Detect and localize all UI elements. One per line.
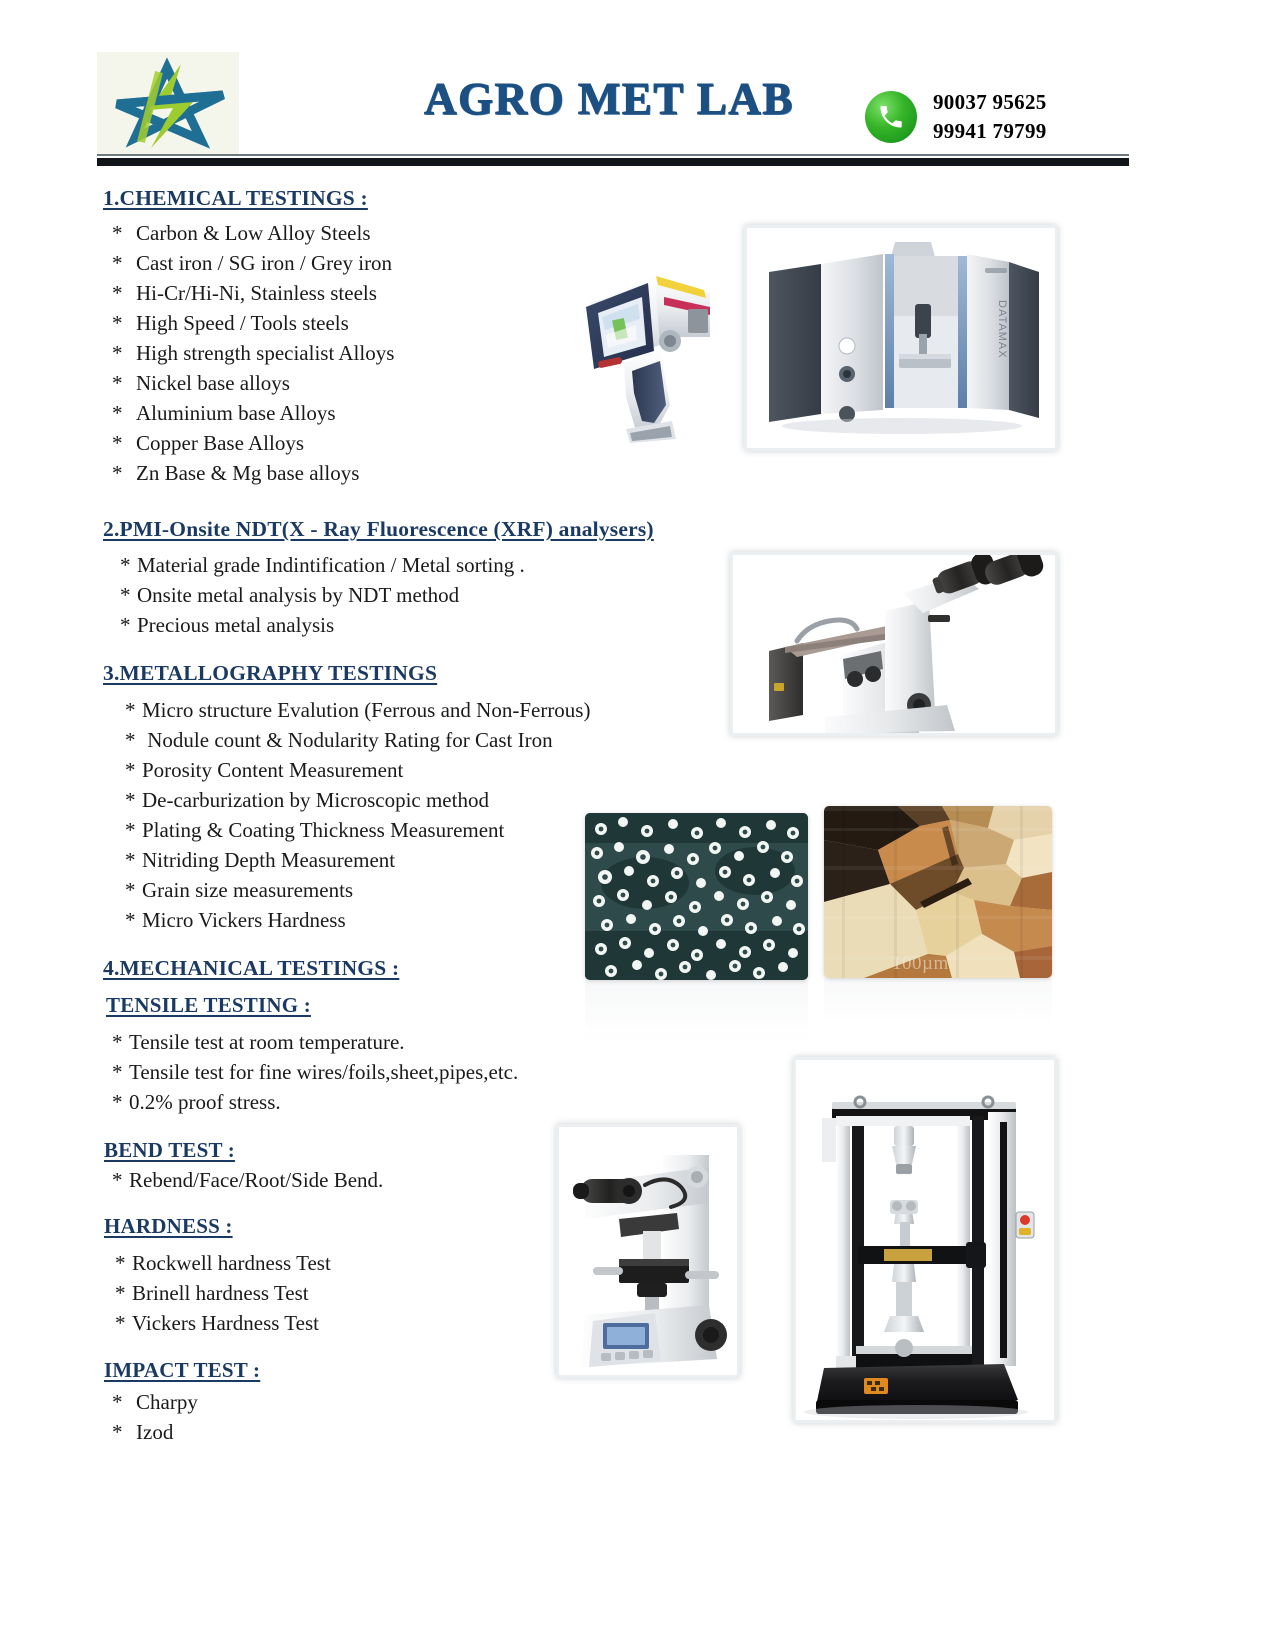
list-item <box>112 308 394 338</box>
list-tensile-testing <box>112 1027 518 1117</box>
page-header <box>97 52 1129 160</box>
list-item-label: Charpy <box>136 1390 198 1414</box>
brand-title: AGRO MET LAB <box>424 74 794 124</box>
heading-metallography-testings: 3.METALLOGRAPHY TESTINGS <box>103 661 438 685</box>
bullet-marker: * <box>112 401 123 425</box>
list-item <box>112 398 394 428</box>
list-item-label: High strength specialist Alloys <box>136 341 395 365</box>
bullet-marker: * <box>120 583 131 607</box>
nodular-cast-iron-micrograph <box>585 813 808 980</box>
list-item-label: Zn Base & Mg base alloys <box>136 461 360 485</box>
list-item-label: Precious metal analysis <box>137 613 335 637</box>
list-item <box>112 428 394 458</box>
svg-text:DATAMAX: DATAMAX <box>996 300 1008 359</box>
list-item <box>125 845 590 875</box>
list-item-label: Cast iron / SG iron / Grey iron <box>136 251 393 275</box>
bullet-marker: * <box>120 613 131 637</box>
list-item-label: Onsite metal analysis by NDT method <box>137 583 460 607</box>
list-item <box>112 218 394 248</box>
list-item <box>112 1417 198 1447</box>
list-item <box>112 1027 518 1057</box>
list-item <box>125 875 590 905</box>
list-item <box>125 695 590 725</box>
list-item-label: De-carburization by Microscopic method <box>142 788 489 812</box>
list-item-label: Izod <box>136 1420 174 1444</box>
list-item <box>115 1308 331 1338</box>
list-item <box>112 338 394 368</box>
bullet-marker: * <box>112 1420 123 1444</box>
bullet-marker: * <box>112 281 123 305</box>
phone-icon <box>865 91 917 143</box>
heading-mechanical-testings: 4.MECHANICAL TESTINGS : <box>103 956 400 980</box>
micrograph-scale-label: 100µm <box>892 953 949 974</box>
list-item-label: Vickers Hardness Test <box>132 1311 320 1335</box>
heading-impact-test: IMPACT TEST : <box>104 1358 261 1382</box>
list-item-label: Grain size measurements <box>142 878 354 902</box>
list-item-label: Hi-Cr/Hi-Ni, Stainless steels <box>136 281 377 305</box>
list-item-label: Nitriding Depth Measurement <box>142 848 396 872</box>
list-item-label: Copper Base Alloys <box>136 431 304 455</box>
agro-met-lab-star-logo <box>97 52 239 156</box>
bullet-marker: * <box>112 371 123 395</box>
bullet-marker: * <box>125 878 136 902</box>
list-item-label: Tensile test at room temperature. <box>129 1030 405 1054</box>
list-item <box>125 905 590 935</box>
heading-pmi-onsite-ndt: 2.PMI-Onsite NDT(X - Ray Fluorescence (XRF) analysers) <box>103 517 654 541</box>
phone-contact-block <box>865 88 1047 146</box>
bullet-marker: * <box>125 788 136 812</box>
grain-micrograph-reflection <box>824 978 1052 1024</box>
list-pmi-onsite-ndt <box>120 550 525 640</box>
optical-emission-spectrometer-photo <box>744 225 1058 451</box>
list-item-label: High Speed / Tools steels <box>136 311 349 335</box>
phone-numbers <box>933 88 1047 146</box>
list-item-label: Nickel base alloys <box>136 371 290 395</box>
bullet-marker: * <box>112 341 123 365</box>
list-item-label: Micro Vickers Hardness <box>142 908 346 932</box>
list-item <box>112 1165 383 1195</box>
heading-tensile-testing: TENSILE TESTING : <box>106 993 311 1017</box>
universal-testing-machine-photo <box>793 1057 1057 1423</box>
bullet-marker: * <box>112 221 123 245</box>
bullet-marker: * <box>125 698 136 722</box>
heading-bend-test: BEND TEST : <box>104 1138 235 1162</box>
bullet-marker: * <box>125 758 136 782</box>
list-item <box>115 1248 331 1278</box>
bullet-marker: * <box>125 848 136 872</box>
handheld-xrf-analyser-photo <box>560 245 730 445</box>
list-item <box>115 1278 331 1308</box>
bullet-marker: * <box>112 1090 123 1114</box>
list-item <box>120 580 525 610</box>
list-impact-test <box>112 1387 198 1447</box>
list-item-label: Rebend/Face/Root/Side Bend. <box>129 1168 384 1192</box>
bullet-marker: * <box>112 1168 123 1192</box>
micro-vickers-hardness-tester-photo <box>556 1124 740 1378</box>
bullet-marker: * <box>115 1281 126 1305</box>
list-item <box>112 278 394 308</box>
phone-number-1: 90037 95625 <box>933 90 1047 114</box>
bullet-marker: * <box>115 1311 126 1335</box>
list-item <box>112 248 394 278</box>
list-item-label: Aluminium base Alloys <box>136 401 336 425</box>
list-item-label: Carbon & Low Alloy Steels <box>136 221 371 245</box>
bullet-marker: * <box>112 1030 123 1054</box>
list-item-label: Nodule count & Nodularity Rating for Cast Iron <box>142 728 553 752</box>
list-item <box>125 725 590 755</box>
list-item <box>120 550 525 580</box>
nodular-micrograph-reflection <box>585 980 808 1042</box>
bullet-marker: * <box>115 1251 126 1275</box>
bullet-marker: * <box>112 1060 123 1084</box>
list-item-label: Rockwell hardness Test <box>132 1251 331 1275</box>
list-item-label: Material grade Indintification / Metal sorting . <box>137 553 525 577</box>
bullet-marker: * <box>112 461 123 485</box>
list-item <box>112 1057 518 1087</box>
list-item <box>112 1387 198 1417</box>
bullet-marker: * <box>112 251 123 275</box>
list-item <box>125 815 590 845</box>
list-item-label: Brinell hardness Test <box>132 1281 309 1305</box>
header-divider-thin <box>97 154 1129 156</box>
list-chemical-testings <box>112 218 394 488</box>
bullet-marker: * <box>125 818 136 842</box>
list-item <box>112 458 394 488</box>
list-item-label: 0.2% proof stress. <box>129 1090 281 1114</box>
list-item-label: Plating & Coating Thickness Measurement <box>142 818 505 842</box>
bullet-marker: * <box>112 311 123 335</box>
list-item <box>112 368 394 398</box>
list-hardness <box>115 1248 331 1338</box>
bullet-marker: * <box>120 553 131 577</box>
heading-chemical-testings: 1.CHEMICAL TESTINGS : <box>103 186 368 210</box>
list-item-label: Tensile test for fine wires/foils,sheet,pipes,etc. <box>129 1060 519 1084</box>
bullet-marker: * <box>125 908 136 932</box>
bullet-marker: * <box>112 1390 123 1414</box>
list-item <box>125 785 590 815</box>
header-divider <box>97 158 1129 166</box>
heading-hardness: HARDNESS : <box>104 1214 233 1238</box>
list-metallography-testings <box>125 695 590 935</box>
list-item <box>120 610 525 640</box>
phone-number-2: 99941 79799 <box>933 118 1047 143</box>
bullet-marker: * <box>125 728 136 752</box>
bullet-marker: * <box>112 431 123 455</box>
list-bend-test <box>112 1165 383 1195</box>
list-item-label: Micro structure Evalution (Ferrous and Non-Ferrous) <box>142 698 591 722</box>
list-item-label: Porosity Content Measurement <box>142 758 404 782</box>
list-item <box>112 1087 518 1117</box>
list-item <box>125 755 590 785</box>
inverted-metallurgical-microscope-photo <box>730 552 1058 736</box>
